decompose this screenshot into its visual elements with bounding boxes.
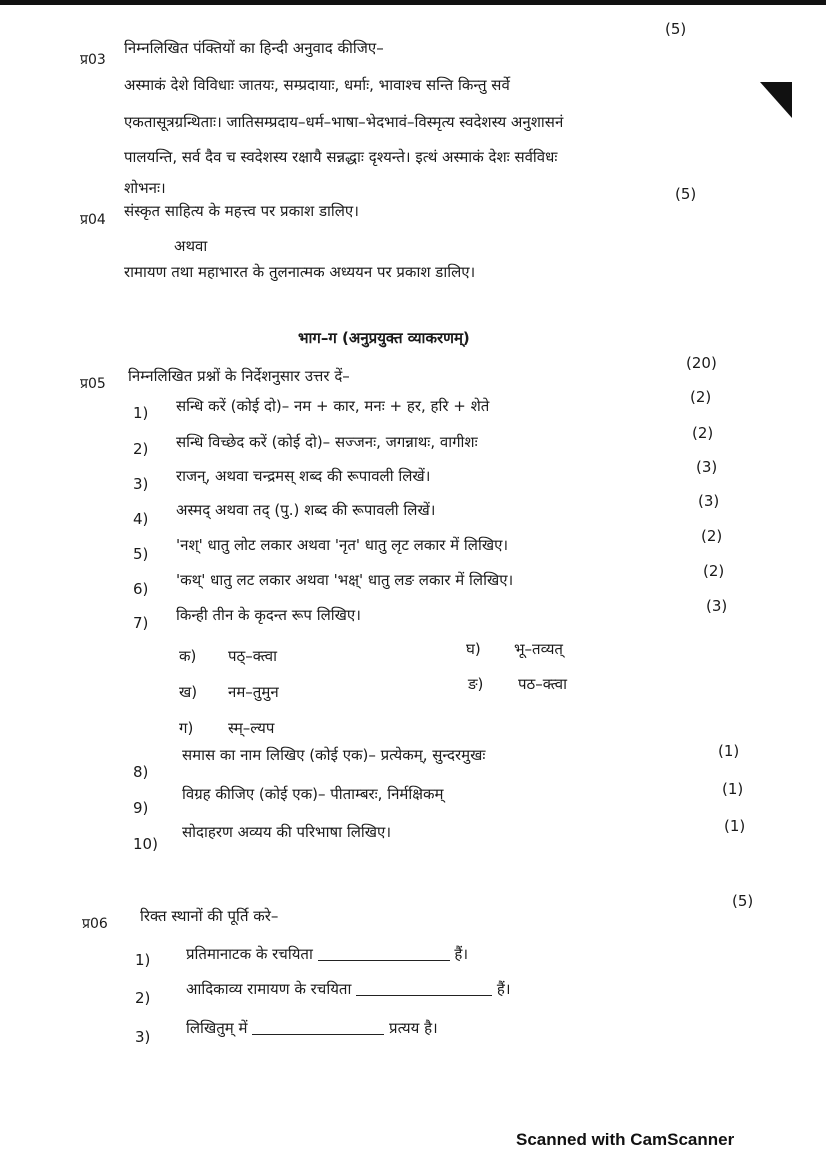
q03-number: प्र03 — [80, 52, 106, 68]
q05-sub7-key: ख) — [179, 683, 198, 701]
q05-sub7-option: नम–तुमुन — [228, 683, 279, 701]
q05-sub7-option: भू–तव्यत् — [514, 640, 563, 658]
q05-sub7-key: ङ) — [468, 675, 484, 693]
q03-marks: (5) — [665, 20, 687, 38]
q06-item-number: 2) — [135, 989, 151, 1007]
q05-item-number: 4) — [133, 510, 149, 528]
q05-item-text: किन्ही तीन के कृदन्त रूप लिखिए। — [176, 606, 361, 624]
section-heading: भाग–ग (अनुप्रयुक्त व्याकरणम्) — [298, 329, 470, 347]
q05-item-marks: (1) — [724, 817, 746, 835]
q05-item-text: विग्रह कीजिए (कोई एक)– पीताम्बरः, निर्मक्षिकम् — [182, 785, 444, 803]
q05-item-text: सन्धि विच्छेद करें (कोई दो)– सज्जनः, जगन्नाथः, वागीशः — [176, 433, 478, 451]
q06-item-pre: लिखितुम् में — [186, 1019, 248, 1037]
q06-item-number: 1) — [135, 951, 151, 969]
q05-number: प्र05 — [80, 376, 106, 392]
q03-line-4: शोभनः। — [124, 179, 166, 197]
scanner-watermark: Scanned with CamScanner — [516, 1130, 735, 1149]
q06-item-text — [186, 979, 511, 999]
q05-item-number: 9) — [133, 799, 149, 817]
q05-item-text: सन्धि करें (कोई दो)– नम + कार, मनः + हर, हरि + शेते — [176, 397, 490, 415]
q05-item-text: राजन्, अथवा चन्द्रमस् शब्द की रूपावली लिखें। — [176, 467, 431, 485]
q06-item-text — [186, 944, 468, 964]
fill-blank — [318, 948, 450, 961]
scan-edge — [0, 0, 826, 5]
q05-item-marks: (1) — [722, 780, 744, 798]
q05-item-text: 'कथ्' धातु लट लकार अथवा 'भक्ष्' धातु लङ लकार में लिखिए। — [176, 571, 514, 589]
fill-blank — [252, 1022, 384, 1035]
q05-item-text: सोदाहरण अव्यय की परिभाषा लिखिए। — [182, 823, 392, 841]
q06-item-pre: प्रतिमानाटक के रचयिता — [186, 945, 313, 963]
q05-item-text: 'नश्' धातु लोट लकार अथवा 'नृत' धातु लृट लकार में लिखिए। — [176, 536, 509, 554]
q06-marks: (5) — [732, 892, 754, 910]
q05-item-text: अस्मद् अथवा तद् (पु.) शब्द की रूपावली लिखें। — [176, 501, 436, 519]
q05-sub7-option: पठ्–क्त्वा — [228, 647, 277, 665]
q06-item-pre: आदिकाव्य रामायण के रचयिता — [186, 980, 352, 998]
q05-marks: (20) — [686, 354, 717, 372]
q03-line-1: अस्माकं देशे विविधाः जातयः, सम्प्रदायाः, धर्माः, भावाश्च सन्ति किन्तु सर्वे — [124, 76, 510, 94]
q05-item-number: 2) — [133, 440, 149, 458]
q04-or: अथवा — [174, 237, 208, 255]
q05-item-number: 10) — [133, 835, 158, 853]
q05-item-marks: (2) — [701, 527, 723, 545]
q03-line-2: एकतासूत्रग्रन्थिताः। जातिसम्प्रदाय–धर्म–भाषा–भेदभावं–विस्मृत्य स्वदेशस्य अनुशासनं — [124, 113, 564, 131]
q05-item-marks: (3) — [696, 458, 718, 476]
q05-item-text: समास का नाम लिखिए (कोई एक)– प्रत्येकम्, सुन्दरमुखः — [182, 746, 486, 764]
q03-prompt: निम्नलिखित पंक्तियों का हिन्दी अनुवाद कीजिए– — [124, 39, 384, 57]
q05-item-marks: (2) — [690, 388, 712, 406]
q06-item-text — [186, 1018, 438, 1038]
q05-sub7-option: पठ–क्त्वा — [518, 675, 567, 693]
q06-item-post: हैं। — [496, 980, 511, 998]
q04-alt: रामायण तथा महाभारत के तुलनात्मक अध्ययन पर प्रकाश डालिए। — [124, 263, 476, 281]
q06-item-post: हैं। — [454, 945, 469, 963]
q05-prompt: निम्नलिखित प्रश्नों के निर्देशनुसार उत्तर दें– — [128, 367, 350, 385]
q05-item-marks: (2) — [703, 562, 725, 580]
q05-item-number: 6) — [133, 580, 149, 598]
q05-sub7-key: क) — [179, 647, 197, 665]
scan-corner-mark — [760, 82, 792, 118]
q06-item-number: 3) — [135, 1028, 151, 1046]
q05-sub7-key: घ) — [466, 640, 481, 658]
q05-sub7-key: ग) — [179, 719, 194, 737]
q05-item-marks: (3) — [698, 492, 720, 510]
q05-item-marks: (2) — [692, 424, 714, 442]
q06-prompt: रिक्त स्थानों की पूर्ति करे– — [140, 907, 279, 925]
q05-item-number: 8) — [133, 763, 149, 781]
q04-prompt: संस्कृत साहित्य के महत्त्व पर प्रकाश डालिए। — [124, 202, 359, 220]
q05-item-number: 1) — [133, 404, 149, 422]
q05-item-number: 7) — [133, 614, 149, 632]
q05-item-number: 3) — [133, 475, 149, 493]
q06-number: प्र06 — [82, 916, 108, 932]
q04-number: प्र04 — [80, 212, 106, 228]
q05-item-marks: (3) — [706, 597, 728, 615]
q05-sub7-option: स्म्–ल्यप — [228, 719, 275, 737]
fill-blank — [356, 983, 492, 996]
q05-item-marks: (1) — [718, 742, 740, 760]
q04-marks: (5) — [675, 185, 697, 203]
q03-line-3: पालयन्ति, सर्व दैव च स्वदेशस्य रक्षायै सन्नद्धाः दृश्यन्ते। इत्थं अस्माकं देशः सर्वविधः — [124, 148, 558, 166]
q05-item-number: 5) — [133, 545, 149, 563]
q06-item-post: प्रत्यय है। — [389, 1019, 438, 1037]
